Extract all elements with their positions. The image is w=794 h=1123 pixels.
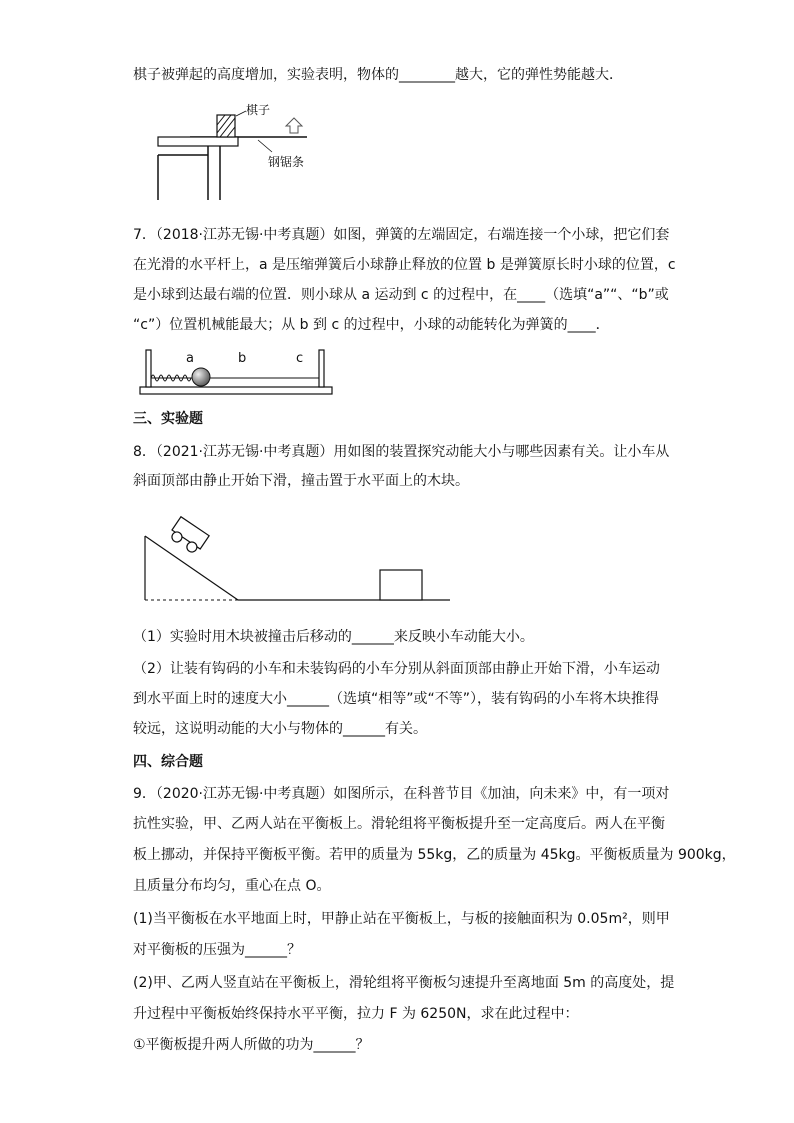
q9-sub1-line-2: 对平衡板的压强为______？	[133, 942, 301, 958]
q9-text-line-1: 9．（2020·江苏无锡·中考真题）如图所示，在科普节目《加油，向未来》中，有一项对	[133, 786, 670, 802]
q8-text-line-2: 斜面顶部由静止开始下滑，撞击置于水平面上的木块。	[133, 473, 469, 489]
q8-sub2-line-2: 到水平面上时的速度大小______（选填“相等”或“不等”），装有钩码的小车将木块推得	[133, 691, 660, 707]
q6-text-line: 棋子被弹起的高度增加，实验表明，物体的________越大，它的弹性势能越大．	[133, 67, 623, 83]
section-title-comprehensive: 四、综合题	[133, 754, 203, 770]
position-b-label: b	[238, 351, 247, 366]
q9-text-line-4: 且质量分布均匀，重心在点 O。	[133, 878, 331, 894]
q9-sub1-line-1: (1)当平衡板在水平地面上时，甲静止站在平衡板上，与板的接触面积为 0.05m²，则甲	[133, 911, 670, 927]
saw-strip-label: 钢锯条	[268, 155, 305, 169]
q9-sub2-line-2: 升过程中平衡板始终保持水平平衡，拉力 F 为 6250N，求在此过程中：	[133, 1006, 579, 1022]
position-a-label: a	[186, 351, 194, 366]
q7-text-line-3: 是小球到达最右端的位置．则小球从 a 运动到 c 的过程中，在____（选填“a”“、“b”或	[133, 287, 669, 303]
q9-sub2-line-1: (2)甲、乙两人竖直站在平衡板上，滑轮组将平衡板匀速提升至离地面 5m 的高度处，提	[133, 975, 675, 991]
q8-text-line-1: 8．（2021·江苏无锡·中考真题）用如图的装置探究动能大小与哪些因素有关。让小车从	[133, 444, 670, 460]
chess-piece-label: 棋子	[246, 103, 271, 117]
q8-sub2-line-1: （2）让装有钩码的小车和未装钩码的小车分别从斜面顶部由静止开始下滑，小车运动	[133, 661, 660, 677]
position-c-label: c	[296, 351, 304, 366]
q7-text-line-2: 在光滑的水平杆上，a 是压缩弹簧后小球静止释放的位置 b 是弹簧原长时小球的位置，c	[133, 257, 676, 273]
q9-sub2-item-1: ①平衡板提升两人所做的功为______？	[133, 1037, 370, 1053]
q8-sub1-text: （1）实验时用木块被撞击后移动的______来反映小车动能大小。	[133, 629, 534, 645]
q8-incline-figure	[140, 500, 460, 610]
q7-spring-ball-figure	[138, 345, 338, 400]
q7-text-line-1: 7．（2018·江苏无锡·中考真题）如图，弹簧的左端固定，右端连接一个小球，把它们套	[133, 227, 670, 243]
q9-text-line-3: 板上挪动，并保持平衡板平衡。若甲的质量为 55kg，乙的质量为 45kg。平衡板质量为 900kg，	[133, 847, 736, 863]
section-title-experiment: 三、实验题	[133, 411, 203, 427]
q7-text-line-4: “c”）位置机械能最大；从 b 到 c 的过程中，小球的动能转化为弹簧的____．	[133, 317, 610, 333]
q9-text-line-2: 抗性实验，甲、乙两人站在平衡板上。滑轮组将平衡板提升至一定高度后。两人在平衡	[133, 816, 665, 832]
q6-saw-strip-figure	[150, 100, 320, 205]
q8-sub2-line-3: 较远，这说明动能的大小与物体的______有关。	[133, 721, 427, 737]
